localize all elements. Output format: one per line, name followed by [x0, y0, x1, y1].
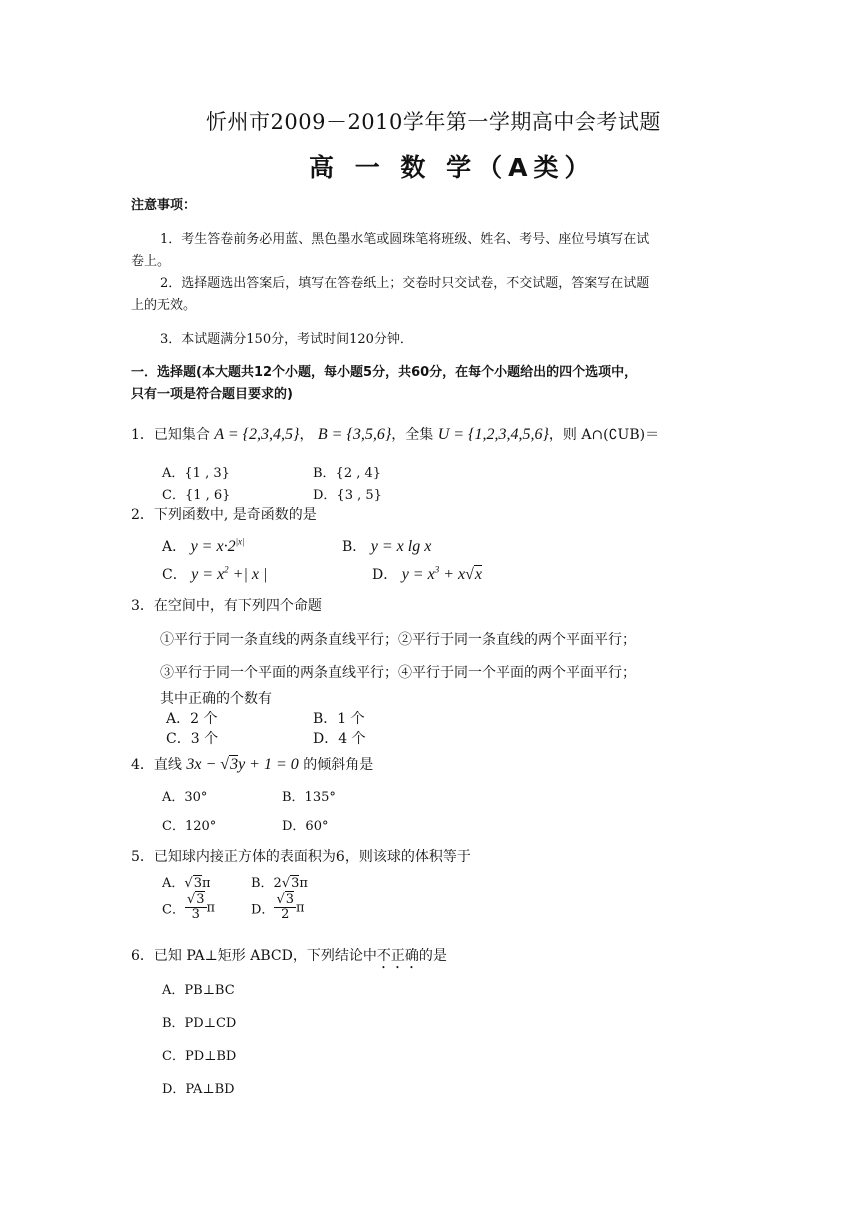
set-b: B = {3,5,6}	[317, 426, 392, 443]
q2-option-b-label: B．	[342, 539, 367, 555]
exam-title: 忻州市2009－2010学年第一学期高中会考试题	[206, 110, 661, 134]
notice-item-2-line1: 2．选择题选出答案后，填写在答卷纸上；交卷时只交试卷，不交试题，答案写在试题	[160, 276, 650, 291]
q4-option-a: A．30°	[162, 790, 208, 805]
q5-option-d-label: D．	[251, 902, 275, 918]
q5-option-b-label: B．2	[251, 876, 282, 891]
set-u: U = {1,2,3,4,5,6}	[437, 426, 549, 443]
exam-subtitle: 高 一 数 学（A类）	[309, 153, 596, 182]
formula-c: $y = x^2$ +| x |	[191, 564, 268, 583]
question-4	[131, 754, 373, 774]
section1-heading-line2: 只有一项是符合题目要求的)	[131, 387, 293, 402]
q2-option-b	[342, 536, 431, 556]
q3-question-line: 其中正确的个数有	[160, 691, 272, 707]
notice-item-1-line1: 1．考生答卷前务必用蓝、黑色墨水笔或圆珠笔将班级、姓名、考号、座位号填写在试	[160, 232, 650, 247]
q1-option-d: D．{3 , 5}	[313, 488, 382, 503]
q5-value-b: √3π	[281, 876, 308, 891]
section1-heading-line1: 一．选择题(本大题共12个小题，每小题5分，共60分，在每个小题给出的四个选项中，	[131, 365, 638, 380]
notice-item-3: 3．本试题满分150分，考试时间120分钟．	[160, 332, 413, 347]
notice-item-1-line2: 卷上。	[131, 254, 171, 269]
q2-option-a-label: A．	[162, 539, 187, 555]
q3-proposition-line2: ③平行于同一个平面的两条直线平行；④平行于同一个平面的两个平面平行；	[160, 665, 636, 681]
q1-option-c: C．{1 , 6}	[162, 488, 231, 503]
q1-option-a: A．{1 , 3}	[162, 466, 230, 481]
q6-option-c: C．PD⊥BD	[162, 1049, 237, 1064]
notice-item-2-line2: 上的无效。	[131, 298, 197, 313]
line-equation: 3x − √3y + 1 = 0	[186, 756, 299, 773]
q4-option-b: B．135°	[282, 790, 336, 805]
q5-option-b	[251, 872, 308, 891]
set-a: A = {2,3,4,5}	[214, 426, 300, 443]
question-5: 5．已知球内接正方体的表面积为6，则该球的体积等于	[131, 849, 471, 865]
q2-option-a	[162, 536, 245, 556]
question-4-post: 的倾斜角是	[303, 757, 374, 773]
question-1-post: ，则 A∩(∁UB)＝	[548, 427, 660, 443]
q5-value-c: $\frac{√3}{3}$	[186, 892, 205, 923]
q1-option-b: B．{2 , 4}	[313, 466, 382, 481]
q5-option-c	[162, 893, 215, 923]
emphasis-incorrect: 不正确	[376, 948, 419, 964]
q5-option-c-label: C．	[162, 902, 185, 918]
question-1-pre: 已知集合	[153, 427, 210, 443]
q6-option-d: D．PA⊥BD	[162, 1082, 235, 1097]
question-3: 3．在空间中，有下列四个命题	[131, 598, 322, 614]
q2-option-c-label: C．	[162, 567, 187, 583]
q4-option-c: C．120°	[162, 819, 217, 834]
formula-b: y = x lg x	[370, 538, 432, 555]
q5-option-a	[162, 872, 211, 891]
question-6	[131, 945, 447, 972]
q6-option-b: B．PD⊥CD	[162, 1016, 237, 1031]
question-1-number: 1．	[131, 427, 154, 443]
q5-value-a: √3π	[184, 876, 211, 891]
q3-proposition-line1: ①平行于同一条直线的两条直线平行；②平行于同一条直线的两个平面平行；	[160, 632, 636, 648]
question-1-separator: ，	[299, 427, 314, 443]
question-6-post: 的是	[418, 948, 447, 964]
question-1	[131, 424, 659, 444]
question-4-number: 4．	[131, 757, 154, 773]
q5-value-d: $\frac{√3}{2}$	[276, 892, 295, 923]
q3-option-b: B．1 个	[313, 711, 365, 727]
q2-option-d	[372, 564, 482, 584]
question-4-pre: 直线	[153, 757, 182, 773]
q3-option-c: C．3 个	[166, 731, 219, 747]
q6-option-a: A．PB⊥BC	[162, 983, 235, 998]
formula-d: $y = x^3 + x√x$	[401, 564, 482, 583]
q4-option-d: D．60°	[282, 819, 329, 834]
formula-a: $y = x\cdot 2^{|x|}$	[190, 536, 245, 555]
q2-option-d-label: D．	[372, 567, 398, 583]
q2-option-c	[162, 564, 267, 584]
q3-option-a: A．2 个	[166, 711, 218, 727]
pi-symbol: π	[296, 900, 305, 916]
q5-option-d	[251, 893, 305, 923]
q3-option-d: D．4 个	[313, 731, 366, 747]
question-2: 2．下列函数中, 是奇函数的是	[131, 507, 317, 523]
q5-option-a-label: A．	[162, 876, 185, 891]
question-6-pre: 6．已知 PA⊥矩形 ABCD，下列结论中	[131, 948, 377, 964]
notice-heading: 注意事项：	[131, 198, 197, 213]
question-1-mid: ，全集	[391, 427, 434, 443]
pi-symbol: π	[206, 900, 216, 916]
